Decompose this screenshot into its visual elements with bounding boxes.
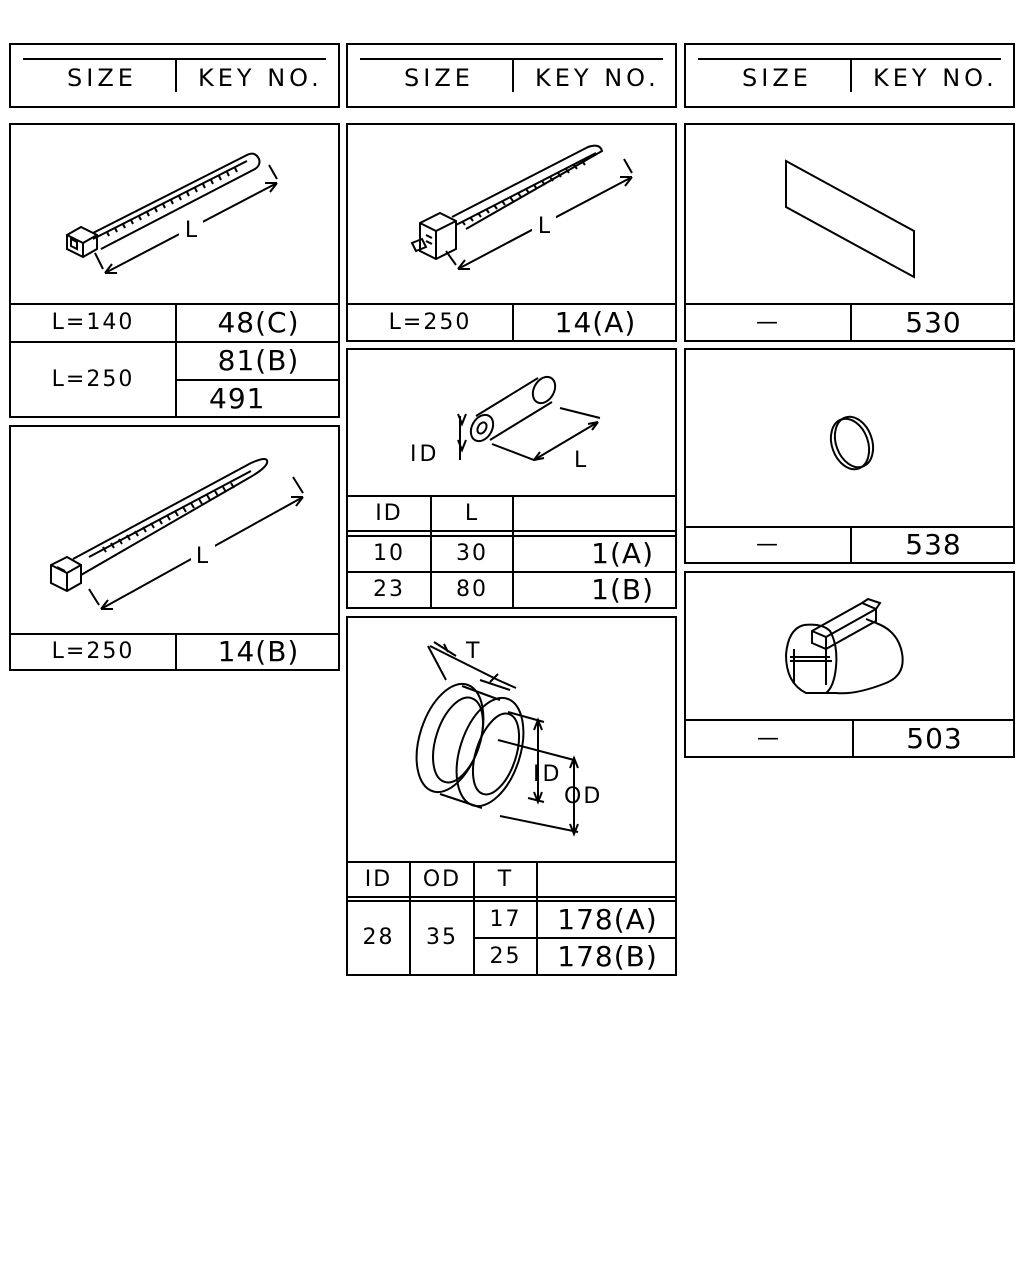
size-heading: SIZE [742,64,812,92]
tube-drawing [348,350,677,495]
t-cell: 25 [489,943,522,969]
key-cell: 178(A) [557,902,658,936]
column-heading: OD [422,866,462,892]
column-heading: ID [364,866,393,892]
id-cell: 10 [373,541,405,566]
grommet-t-label: T [466,639,480,664]
key-cell: 48(C) [217,306,300,339]
size-cell: — [756,532,780,557]
size-heading: SIZE [67,64,137,92]
column-heading: ID [375,500,403,526]
block-tie-drawing [348,125,677,303]
releasable-tie-drawing [11,125,340,303]
size-cell: L=140 [51,310,135,335]
id-cell: 28 [362,925,395,950]
tube-length-label: L [574,448,587,473]
grommet-drawing [348,618,677,862]
key-cell: 178(B) [557,939,658,973]
key-cell: 14(B) [217,635,300,668]
size-cell: L=250 [51,639,135,664]
clip-drawing [686,573,1015,721]
grommet-od-label: OD [564,784,603,809]
tie-length-label: L [184,218,198,243]
grommet-id-label: ID [533,762,563,787]
long-tie-drawing [11,427,340,633]
long-tie-panel [9,425,340,671]
column-heading: T [497,866,514,892]
grommet-panel [346,616,677,976]
column-heading: L [464,500,480,526]
releasable-tie-panel [9,123,340,418]
tube-panel [346,348,677,609]
size-cell: — [757,725,781,751]
key-cell: 530 [905,305,962,339]
tie-length-label: L [195,544,209,569]
header-col3 [684,43,1015,108]
tape-panel [684,123,1015,342]
block-tie-panel [346,123,677,342]
key-no-heading: KEY NO. [198,64,323,92]
column-heading [538,863,677,896]
key-cell: 81(B) [217,344,300,377]
clip-panel [684,571,1015,758]
header-col2 [346,43,677,108]
disc-drawing [686,350,1015,526]
key-no-heading: KEY NO. [873,64,998,92]
size-cell: L=250 [388,309,472,335]
header-col1 [9,43,340,108]
l-cell: 30 [456,541,488,566]
tie-length-label: L [537,214,551,239]
key-cell: 538 [905,528,962,561]
od-cell: 35 [426,925,458,950]
l-cell: 80 [456,577,488,602]
key-cell: 14(A) [554,305,637,339]
key-cell: 491 [209,382,266,415]
key-cell: 1(B) [591,573,654,606]
column-heading [514,497,677,530]
tube-id-label: ID [410,442,440,467]
key-cell: 1(A) [591,537,654,570]
tape-drawing [686,125,1015,303]
disc-panel [684,348,1015,564]
key-cell: 503 [906,721,963,755]
key-no-heading: KEY NO. [535,64,660,92]
size-cell: — [756,309,780,335]
size-cell: L=250 [51,367,135,392]
id-cell: 23 [373,577,405,602]
t-cell: 17 [489,906,522,932]
size-heading: SIZE [404,64,474,92]
